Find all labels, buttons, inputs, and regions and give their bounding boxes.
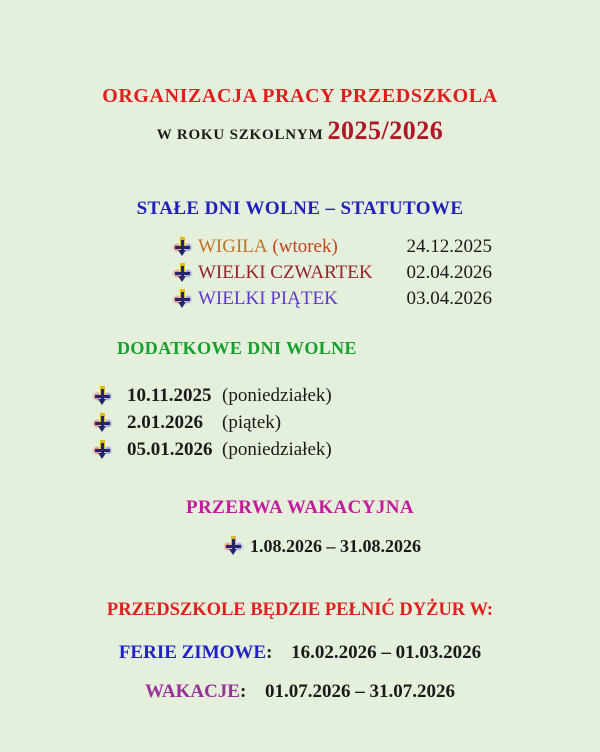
arrow-bullet-icon xyxy=(172,237,193,257)
holiday-break-heading: PRZERWA WAKACYJNA xyxy=(186,497,414,518)
holiday-label xyxy=(198,236,338,258)
free-day-date: 10.11.2025 xyxy=(127,384,212,406)
list-item xyxy=(172,260,492,286)
holiday-date: 03.04.2026 xyxy=(406,288,492,309)
arrow-bullet-icon xyxy=(92,386,113,406)
colon: : xyxy=(239,681,247,702)
holiday-break-range: 1.08.2026 – 31.08.2026 xyxy=(250,535,421,556)
arrow-bullet-icon xyxy=(172,289,193,309)
list-item xyxy=(172,286,492,312)
page-subtitle xyxy=(0,116,600,150)
holiday-date: 24.12.2025 xyxy=(406,236,492,257)
free-day-weekday: (piątek) xyxy=(222,411,282,433)
colon: : xyxy=(266,642,273,663)
subtitle-prefix: W ROKU SZKOLNYM xyxy=(156,127,324,143)
page-title: ORGANIZACJA PRACY PRZEDSZKOLA xyxy=(102,85,498,107)
arrow-bullet-icon xyxy=(223,536,244,556)
duty-heading: PRZEDSZKOLE BĘDZIE PEŁNIĆ DYŻUR W: xyxy=(106,600,494,620)
summer-vacation-range: 01.07.2026 – 31.07.2026 xyxy=(265,681,456,702)
list-item xyxy=(92,436,600,463)
statutory-list xyxy=(172,234,492,312)
free-day-date: 05.01.2026 xyxy=(127,438,213,460)
holiday-label xyxy=(198,262,373,284)
free-day-date: 2.01.2026 xyxy=(127,411,203,433)
holiday-date: 02.04.2026 xyxy=(406,262,492,283)
subtitle-year: 2025/2026 xyxy=(327,116,444,145)
winter-break-row xyxy=(0,641,600,665)
holiday-name: WIELKI CZWARTEK xyxy=(198,262,373,283)
arrow-bullet-icon xyxy=(92,440,113,460)
holiday-name: WIGILA xyxy=(198,236,268,257)
summer-vacation-label: WAKACJE xyxy=(144,681,240,702)
holiday-weekday: (wtorek) xyxy=(267,236,338,257)
free-day-weekday: (poniedziałek) xyxy=(222,384,332,406)
additional-heading: DODATKOWE DNI WOLNE xyxy=(117,338,357,358)
list-item xyxy=(172,234,492,260)
holiday-name: WIELKI PIĄTEK xyxy=(198,288,338,309)
list-item xyxy=(92,382,600,409)
summer-vacation-row xyxy=(0,680,600,704)
additional-list xyxy=(92,382,600,463)
list-item xyxy=(92,409,600,436)
holiday-break-range-row xyxy=(0,535,600,557)
statutory-heading: STAŁE DNI WOLNE – STATUTOWE xyxy=(136,198,464,219)
holiday-label xyxy=(198,288,338,310)
arrow-bullet-icon xyxy=(172,263,193,283)
free-day-weekday: (poniedziałek) xyxy=(222,438,332,460)
winter-break-label: FERIE ZIMOWE xyxy=(118,642,267,663)
arrow-bullet-icon xyxy=(92,413,113,433)
winter-break-range: 16.02.2026 – 01.03.2026 xyxy=(291,642,482,663)
